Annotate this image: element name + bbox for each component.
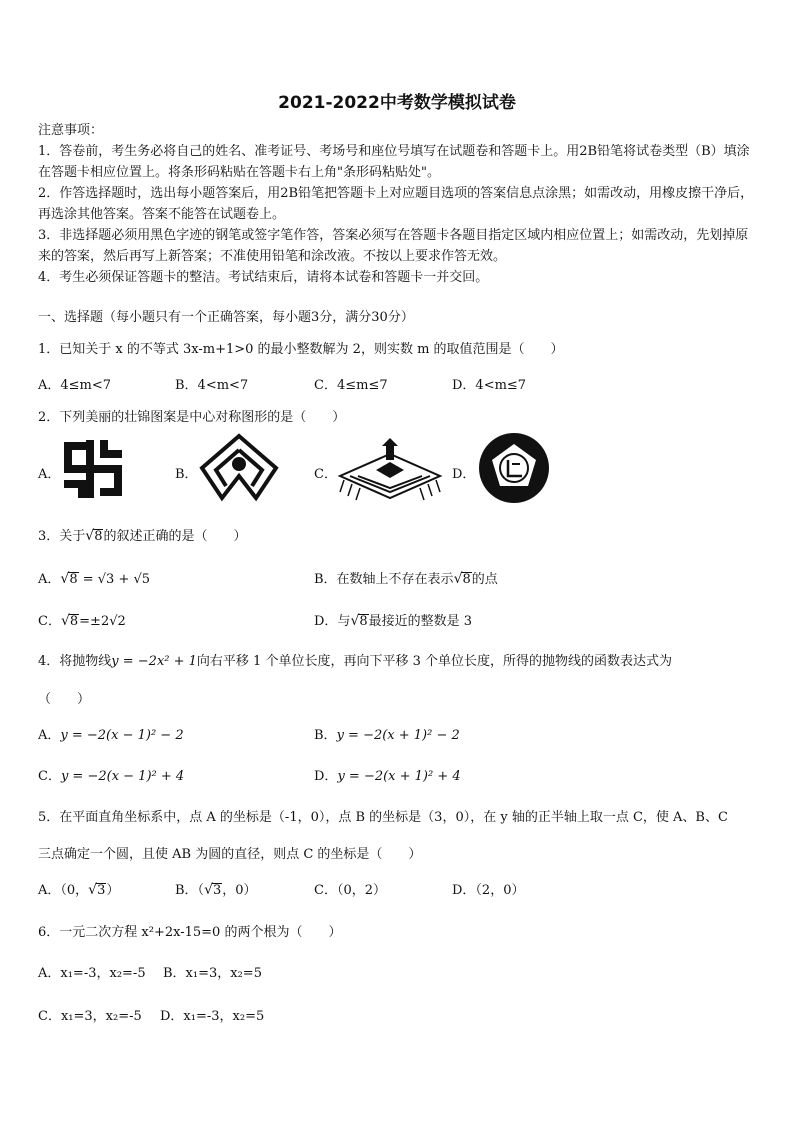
q3-stem-pre: 3．关于 [38,529,86,544]
q2-pattern-b-image [198,432,280,508]
q5-stem-line1: 5．在平面直角坐标系中，点 A 的坐标是（-1，0），点 B 的坐标是（3，0），在 y 轴的正半轴上取一点 C，使 A、B、C [38,810,728,825]
q4-option-b-label: B． [314,728,337,743]
q3-stem: 3．关于√8的叙述正确的是（ ） [38,528,247,544]
q5-option-a-pre: A．（0， [38,883,89,898]
q5-option-b-radicand: 3 [212,883,222,898]
note-item: 2．作答选择题时，选出每小题答案后，用2B铅笔把答题卡上对应题目选项的答案信息点涂黑；如需改动，用橡皮擦干净后，再选涂其他答案。答案不能答在试题卷上。 [38,186,754,222]
q4-option-c [38,765,184,784]
q3-option-b: B．在数轴上不存在表示√8的点 [314,571,498,587]
q4-option-d [314,765,461,784]
q4-option-a [38,724,184,743]
q4-option-c-expr: y = −2(x − 1)² + 4 [60,769,185,784]
note-item: 1．答卷前，考生务必将自己的姓名、准考证号、考场号和座位号填写在试题卷和答题卡上。用2B铅笔将试卷类型（B）填涂在答题卡相应位置上。将条形码粘贴在答题卡右上角"条形码粘贴处"。 [38,144,750,180]
q5-option-b-pre: B．（ [175,883,205,898]
q1-option-a: A．4≤m<7 [38,378,112,393]
q4-option-d-expr: y = −2(x + 1)² + 4 [337,769,461,784]
q5-option-c: C．（0，2） [314,883,386,898]
q2-pattern-a-image [62,440,124,502]
q4-stem [38,650,672,669]
q4-stem-pre: 4．将抛物线 [38,654,112,669]
section-heading: 一、选择题（每小题只有一个正确答案，每小题3分，满分30分） [38,310,414,325]
q2-pattern-d-image [478,432,550,508]
q3-option-d-post: 最接近的整数是 3 [368,614,473,629]
q3-option-c: C．√8=±2√2 [38,613,126,629]
q5-option-b-post: ，0） [222,883,257,898]
q6-option-d: D．x₁=-3，x₂=5 [160,1009,265,1024]
q3-option-a-label: A． [38,572,61,587]
page-title: 2021-2022中考数学模拟试卷 [278,93,516,113]
q2-option-b: B． [175,467,198,482]
q3-option-b-label: B．在数轴上不存在表示 [314,572,454,587]
q4-stem-expr: y = −2x² + 1 [111,654,197,669]
notes-heading: 注意事项： [38,123,104,138]
q4-paren: （ ） [38,692,91,707]
q3-option-b-radicand: 8 [462,572,471,587]
q3-option-d-radicand: 8 [359,614,368,629]
q4-option-a-expr: y = −2(x − 1)² − 2 [60,728,184,743]
q1-option-c: C．4≤m≤7 [314,378,388,393]
q2-option-d: D． [452,467,476,482]
q4-option-d-label: D． [314,769,338,784]
q2-option-a: A． [38,467,61,482]
q2-pattern-c-image [336,436,444,510]
q5-option-a-radicand: 3 [97,883,106,898]
q3-option-d-label: D．与 [314,614,351,629]
q4-option-a-label: A． [38,728,61,743]
q6-option-a: A．x₁=-3，x₂=-5 [38,966,146,981]
q3-radicand: 8 [94,529,103,544]
q4-option-c-label: C． [38,769,61,784]
q6-stem: 6．一元二次方程 x²+2x-15=0 的两个根为（ ） [38,925,342,940]
q3-stem-post: 的叙述正确的是（ ） [103,529,247,544]
q5-option-a: A．（0，√3） [38,882,120,898]
q3-option-c-expr: =±2√2 [79,614,126,629]
q6-option-c: C．x₁=3，x₂=-5 [38,1009,142,1024]
q4-stem-post: 向右平移 1 个单位长度，再向下平移 3 个单位长度，所得的抛物线的函数表达式为 [196,654,672,669]
q5-option-d: D．（2，0） [452,883,525,898]
q2-stem: 2．下列美丽的壮锦图案是中心对称图形的是（ ） [38,410,346,425]
q3-option-a-radicand: 8 [69,572,78,587]
q3-option-a-expr: = √3 + √5 [82,572,151,587]
q3-option-d: D．与√8最接近的整数是 3 [314,613,473,629]
q3-option-a: A．√8 = √3 + √5 [38,571,151,587]
q5-option-b: B．（√3，0） [175,882,257,898]
q1-option-b: B．4<m<7 [175,378,249,393]
q5-option-a-post: ） [106,883,120,898]
q1-option-d: D．4<m≤7 [452,378,527,393]
q3-option-b-post: 的点 [471,572,498,587]
q4-option-b [314,724,460,743]
q3-option-c-radicand: 8 [69,614,79,629]
q5-stem-line2: 三点确定一个圆，且使 AB 为圆的直径，则点 C 的坐标是（ ） [38,847,422,862]
note-item: 3．非选择题必须用黑色字迹的钢笔或签字笔作答，答案必须写在答题卡各题目指定区域内相应位置上；如需改动，先划掉原来的答案，然后再写上新答案；不准使用铅笔和涂改液。不按以上要求作答无效。 [38,228,749,264]
q1-stem: 1．已知关于 x 的不等式 3x-m+1>0 的最小整数解为 2，则实数 m 的取值范围是（ ） [38,342,564,357]
note-item: 4．考生必须保证答题卡的整洁。考试结束后，请将本试卷和答题卡一并交回。 [38,270,489,285]
q4-option-b-expr: y = −2(x + 1)² − 2 [336,728,460,743]
notes-block [38,120,760,288]
q6-option-b: B．x₁=3，x₂=5 [163,966,262,981]
q3-option-c-label: C． [38,614,61,629]
q2-option-c: C． [314,467,337,482]
